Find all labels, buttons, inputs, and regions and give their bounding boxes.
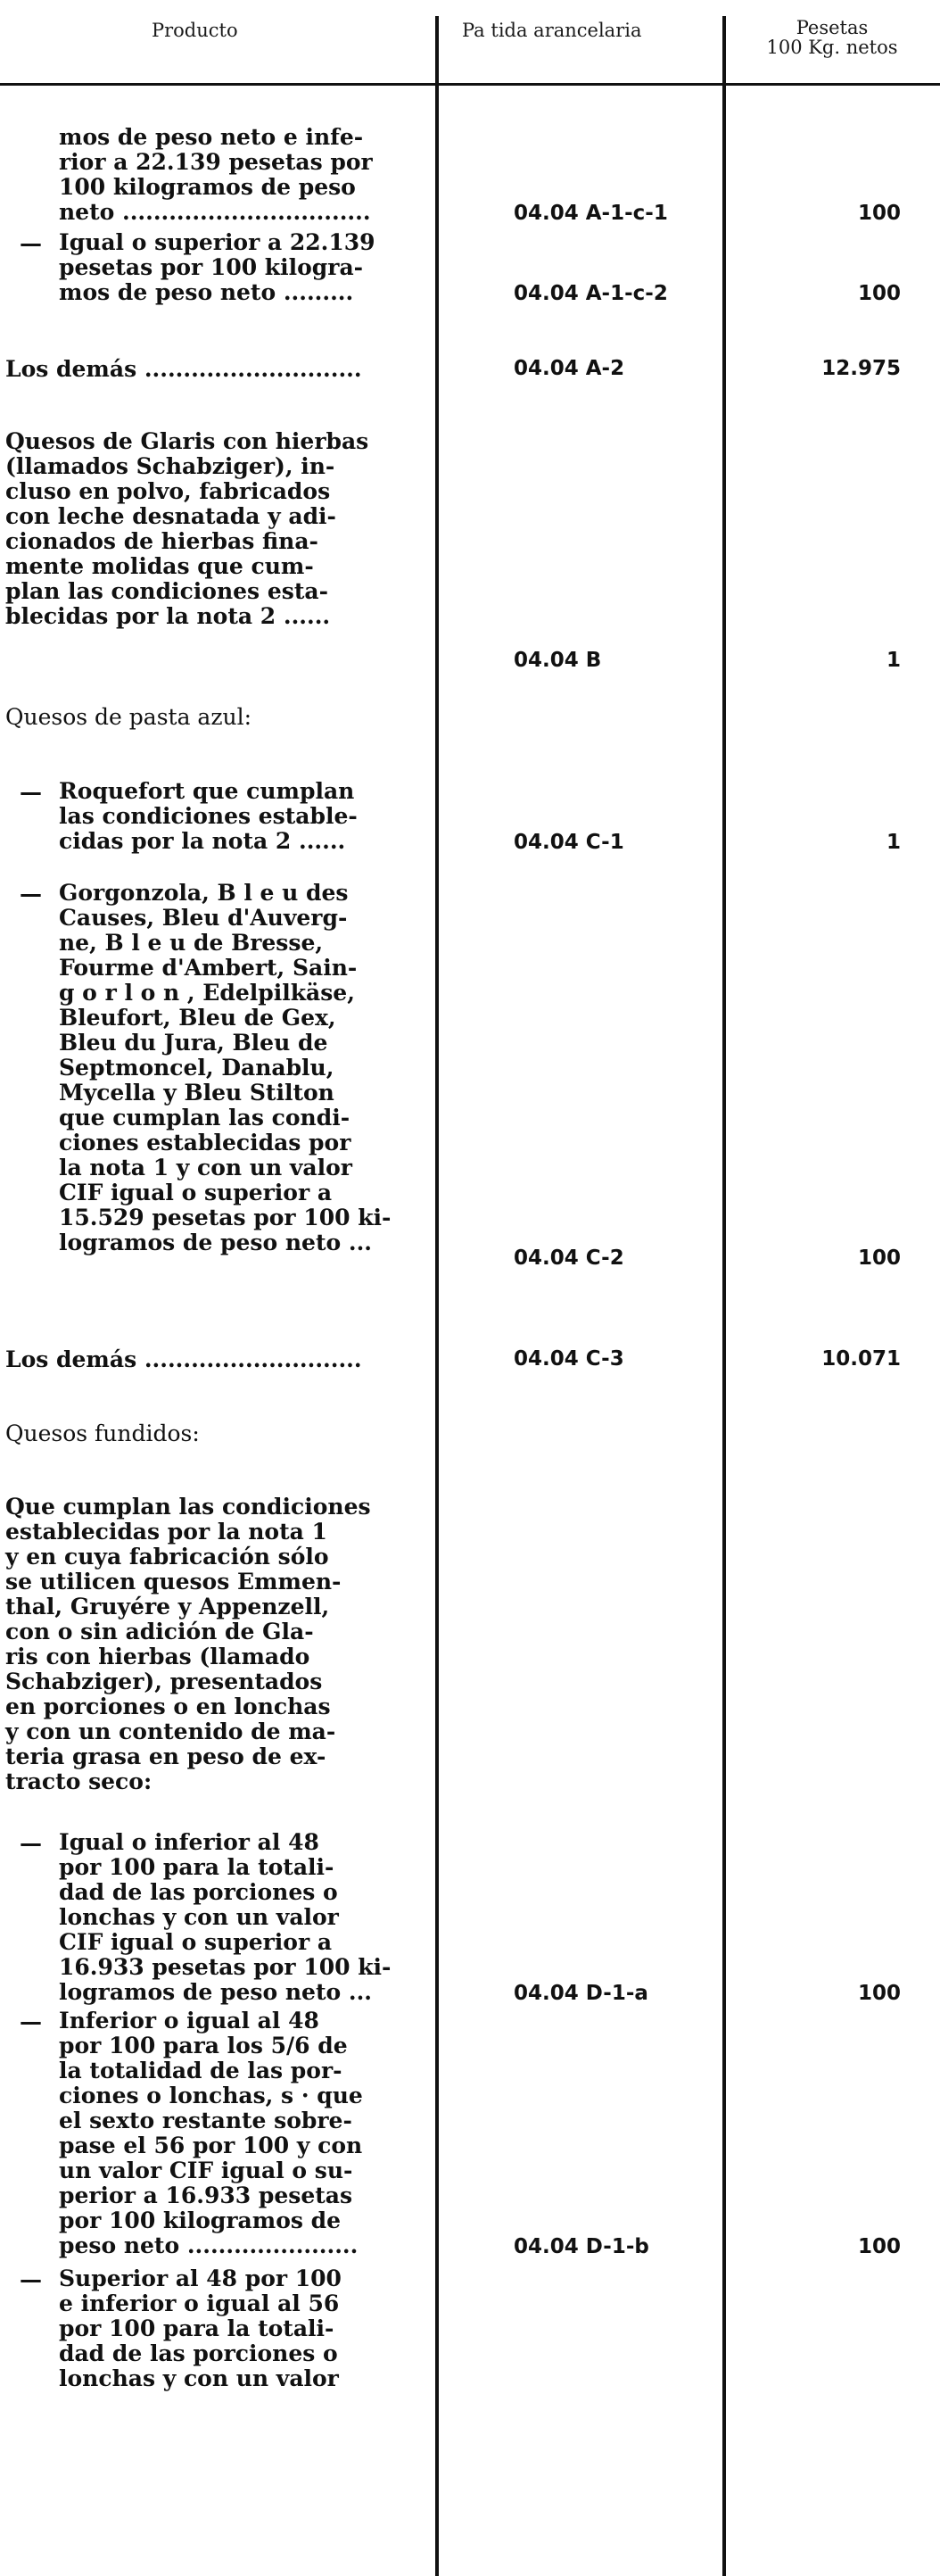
- row-code: 04.04 C-3: [514, 1347, 624, 1371]
- desc-line: 16.933 pesetas por 100 ki-: [59, 1954, 392, 1980]
- desc-line: ne, B l e u de Bresse,: [59, 930, 324, 956]
- row-description: [5, 1421, 428, 1446]
- desc-line: cidas por la nota 2 ......: [59, 828, 346, 854]
- desc-line: y en cuya fabricación sólo: [5, 1544, 329, 1570]
- header-rule-left: [0, 83, 435, 86]
- desc-line: un valor CIF igual o su-: [59, 2158, 353, 2183]
- desc-line: la nota 1 y con un valor: [59, 1155, 352, 1180]
- desc-line: Superior al 48 por 100: [59, 2265, 342, 2291]
- row-description: [5, 1495, 428, 1794]
- column-divider-1: [435, 16, 439, 2576]
- dash-mark: —: [20, 1830, 42, 1856]
- row-description: [59, 2009, 428, 2258]
- desc-line: ciones o lonchas, s · que: [59, 2083, 363, 2108]
- row-description: [59, 125, 428, 225]
- desc-line: Los demás ............................: [5, 1346, 362, 1372]
- header-pesetas-line1: Pesetas: [796, 17, 869, 38]
- desc-line: lonchas y con un valor: [59, 2365, 339, 2391]
- desc-line: CIF igual o superior a: [59, 1180, 333, 1205]
- desc-line: Bleu du Jura, Bleu de: [59, 1030, 328, 1056]
- desc-line: en porciones o en lonchas: [5, 1694, 331, 1719]
- row-code: 04.04 B: [514, 649, 602, 672]
- dash-mark: —: [20, 230, 42, 256]
- column-divider-2: [722, 16, 726, 2576]
- row-description: [59, 881, 428, 1255]
- desc-line: mos de peso neto e infe-: [59, 124, 364, 150]
- row-value: 100: [857, 202, 901, 225]
- desc-line: por 100 para los 5/6 de: [59, 2033, 348, 2058]
- desc-line: con leche desnatada y adi-: [5, 503, 336, 529]
- desc-line: logramos de peso neto ...: [59, 1979, 372, 2005]
- desc-line: Fourme d'Ambert, Sain-: [59, 955, 358, 981]
- desc-line: 15.529 pesetas por 100 ki-: [59, 1205, 392, 1230]
- desc-line: CIF igual o superior a: [59, 1929, 333, 1955]
- desc-line: Quesos fundidos:: [5, 1421, 200, 1446]
- header-pesetas-line2: 100 Kg. netos: [766, 37, 898, 58]
- row-code: 04.04 A-1-c-1: [514, 202, 668, 225]
- desc-line: logramos de peso neto ...: [59, 1230, 372, 1255]
- dash-mark: —: [20, 2009, 42, 2034]
- desc-line: e inferior o igual al 56: [59, 2290, 340, 2316]
- desc-line: cluso en polvo, fabricados: [5, 478, 331, 504]
- desc-line: pesetas por 100 kilogra-: [59, 254, 364, 280]
- desc-line: establecidas por la nota 1: [5, 1519, 327, 1545]
- desc-line: thal, Gruyére y Appenzell,: [5, 1594, 330, 1619]
- header-partida: Pa tida arancelaria: [462, 20, 642, 41]
- row-description: [59, 230, 428, 305]
- row-description: [59, 2266, 428, 2391]
- desc-line: neto ................................: [59, 199, 371, 225]
- desc-line: Schabziger), presentados: [5, 1669, 323, 1694]
- desc-line: Que cumplan las condiciones: [5, 1494, 371, 1520]
- desc-line: teria grasa en peso de ex-: [5, 1744, 326, 1769]
- row-value: 100: [857, 1982, 901, 2005]
- row-description: [59, 779, 428, 854]
- desc-line: tracto seco:: [5, 1768, 153, 1794]
- desc-line: peso neto ......................: [59, 2232, 359, 2258]
- row-value: 100: [857, 2235, 901, 2258]
- desc-line: dad de las porciones o: [59, 1879, 338, 1905]
- desc-line: el sexto restante sobre-: [59, 2108, 352, 2133]
- desc-line: Causes, Bleu d'Auverg-: [59, 905, 348, 931]
- desc-line: Gorgonzola, B l e u des: [59, 880, 349, 906]
- row-value: 12.975: [821, 357, 901, 380]
- desc-line: Quesos de pasta azul:: [5, 704, 252, 730]
- header-pesetas: [747, 18, 917, 57]
- row-code: 04.04 C-1: [514, 831, 624, 854]
- desc-line: pase el 56 por 100 y con: [59, 2133, 363, 2158]
- desc-line: se utilicen quesos Emmen-: [5, 1569, 342, 1594]
- desc-line: Mycella y Bleu Stilton: [59, 1080, 334, 1106]
- desc-line: Igual o inferior al 48: [59, 1829, 319, 1855]
- desc-line: las condiciones estable-: [59, 803, 358, 829]
- desc-line: Bleufort, Bleu de Gex,: [59, 1005, 336, 1031]
- desc-line: la totalidad de las por-: [59, 2058, 342, 2083]
- desc-line: blecidas por la nota 2 ......: [5, 603, 331, 629]
- row-description: [5, 705, 428, 730]
- row-value: 10.071: [821, 1347, 901, 1371]
- desc-line: Inferior o igual al 48: [59, 2008, 319, 2033]
- desc-line: que cumplan las condi-: [59, 1105, 350, 1131]
- desc-line: por 100 para la totali-: [59, 2315, 334, 2341]
- desc-line: Igual o superior a 22.139: [59, 229, 375, 255]
- desc-line: por 100 kilogramos de: [59, 2207, 342, 2233]
- row-code: 04.04 D-1-b: [514, 2235, 649, 2258]
- dash-mark: —: [20, 881, 42, 907]
- row-code: 04.04 D-1-a: [514, 1982, 648, 2005]
- row-value: 100: [857, 1247, 901, 1270]
- desc-line: plan las condiciones esta-: [5, 578, 328, 604]
- header-rule-mid: [439, 83, 722, 86]
- row-value: 1: [886, 831, 901, 854]
- desc-line: Los demás ............................: [5, 356, 362, 382]
- desc-line: por 100 para la totali-: [59, 1854, 334, 1880]
- desc-line: Septmoncel, Danablu,: [59, 1055, 334, 1081]
- row-code: 04.04 A-2: [514, 357, 625, 380]
- dash-mark: —: [20, 779, 42, 805]
- row-description: [59, 1830, 428, 2005]
- desc-line: 100 kilogramos de peso: [59, 174, 356, 200]
- desc-line: g o r l o n , Edelpilkäse,: [59, 980, 355, 1006]
- desc-line: ris con hierbas (llamado: [5, 1644, 310, 1669]
- desc-line: mente molidas que cum-: [5, 553, 314, 579]
- header-rule-right: [726, 83, 940, 86]
- desc-line: cionados de hierbas fina-: [5, 528, 318, 554]
- row-code: 04.04 A-1-c-2: [514, 282, 668, 305]
- row-description: [5, 429, 428, 629]
- desc-line: y con un contenido de ma-: [5, 1719, 336, 1744]
- row-description: [5, 1347, 428, 1372]
- desc-line: perior a 16.933 pesetas: [59, 2183, 353, 2208]
- desc-line: mos de peso neto .........: [59, 279, 354, 305]
- desc-line: lonchas y con un valor: [59, 1904, 339, 1930]
- row-description: [5, 357, 428, 382]
- desc-line: ciones establecidas por: [59, 1130, 351, 1155]
- row-value: 1: [886, 649, 901, 672]
- row-code: 04.04 C-2: [514, 1247, 624, 1270]
- desc-line: rior a 22.139 pesetas por: [59, 149, 373, 175]
- desc-line: con o sin adición de Gla-: [5, 1619, 314, 1644]
- dash-mark: —: [20, 2266, 42, 2292]
- desc-line: dad de las porciones o: [59, 2340, 338, 2366]
- desc-line: (llamados Schabziger), in-: [5, 453, 335, 479]
- desc-line: Roquefort que cumplan: [59, 778, 355, 804]
- row-value: 100: [857, 282, 901, 305]
- desc-line: Quesos de Glaris con hierbas: [5, 428, 369, 454]
- header-producto: Producto: [152, 20, 238, 41]
